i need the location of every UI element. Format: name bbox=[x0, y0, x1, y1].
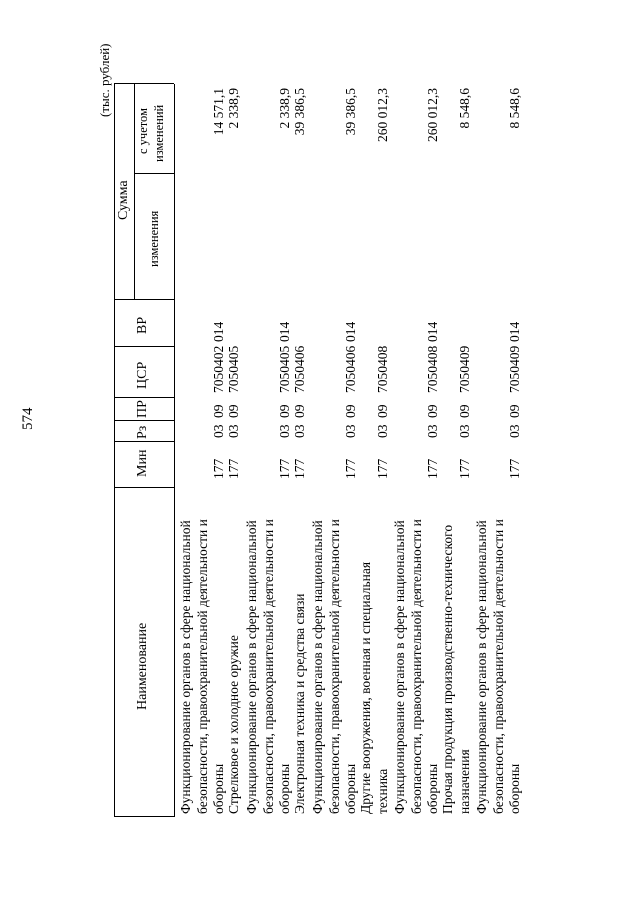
row-name-line: безопасности, правоохранительной деятельности и bbox=[490, 519, 506, 814]
row-csr: 7050406 bbox=[292, 345, 307, 393]
row-name-line: безопасности, правоохранительной деятельности и bbox=[326, 519, 342, 814]
row-pr: 09 bbox=[226, 404, 241, 418]
row-rz: 03 bbox=[211, 424, 226, 438]
units-label: (тыс. рублей) bbox=[97, 43, 112, 117]
row-rz: 03 bbox=[374, 424, 390, 438]
row-min: 177 bbox=[456, 458, 472, 479]
row-rz: 03 bbox=[277, 424, 292, 438]
row-name bbox=[310, 488, 360, 814]
row-total: 14 571,1 bbox=[211, 88, 226, 136]
row-total: 8 548,6 bbox=[456, 88, 472, 129]
row-pr: 09 bbox=[507, 404, 522, 418]
row-rz: 03 bbox=[343, 424, 358, 438]
row-min: 177 bbox=[292, 458, 307, 479]
header-with-changes-2: изменений bbox=[152, 104, 166, 162]
header-with-changes-1: с учетом bbox=[136, 108, 150, 154]
table-right-border bbox=[114, 83, 174, 84]
row-name-line: Электронная техника и средства связи bbox=[292, 593, 307, 814]
row-name-line: Прочая продукция производственно-технического bbox=[440, 524, 455, 814]
col-sep-vr bbox=[114, 299, 174, 300]
header-name: Наименование bbox=[135, 622, 150, 710]
row-csr: 7050405 bbox=[226, 345, 241, 393]
row-rz: 03 bbox=[507, 424, 522, 438]
sum-subheader-border bbox=[134, 84, 135, 300]
header-csr: ЦСР bbox=[135, 361, 150, 389]
row-total: 39 386,5 bbox=[343, 88, 358, 136]
row-name-line: безопасности, правоохранительной деятельности и bbox=[260, 519, 276, 814]
header-changes: изменения bbox=[147, 210, 161, 267]
row-name-line: назначения bbox=[456, 749, 472, 814]
row-vr: 014 bbox=[277, 321, 292, 342]
row-name bbox=[226, 488, 243, 814]
row-min: 177 bbox=[507, 458, 522, 479]
row-csr: 7050406 bbox=[343, 345, 358, 393]
row-name-line: безопасности, правоохранительной деятельности и bbox=[408, 519, 424, 814]
col-sep-rz bbox=[114, 420, 174, 421]
row-name bbox=[392, 488, 442, 814]
row-total: 260 012,3 bbox=[425, 88, 440, 142]
row-min: 177 bbox=[343, 458, 358, 479]
row-name-line: Функционирование органов в сфере национальной bbox=[310, 520, 325, 814]
row-csr: 7050402 bbox=[211, 345, 226, 393]
header-rz: Рз bbox=[135, 425, 150, 439]
row-name-line: Функционирование органов в сфере национальной bbox=[474, 520, 489, 814]
row-pr: 09 bbox=[425, 404, 440, 418]
row-min: 177 bbox=[374, 458, 390, 479]
row-name-line: техника bbox=[374, 768, 390, 814]
row-name-line: безопасности, правоохранительной деятельности и bbox=[194, 519, 210, 814]
row-pr: 09 bbox=[211, 404, 226, 418]
row-name-line: обороны bbox=[343, 763, 358, 814]
row-name-line: обороны bbox=[425, 763, 440, 814]
row-name bbox=[244, 488, 294, 814]
header-sum: Сумма bbox=[116, 180, 131, 220]
col-sep-pr bbox=[114, 397, 174, 398]
row-pr: 09 bbox=[374, 404, 390, 418]
row-min: 177 bbox=[277, 458, 292, 479]
row-name bbox=[440, 488, 473, 814]
row-rz: 03 bbox=[425, 424, 440, 438]
col-sep-min bbox=[114, 441, 174, 442]
row-rz: 03 bbox=[292, 424, 307, 438]
row-name-line: Другие вооружения, военная и специальная bbox=[358, 561, 373, 814]
col-sep-changes bbox=[134, 173, 174, 174]
row-csr: 7050409 bbox=[507, 345, 522, 393]
row-vr: 014 bbox=[425, 321, 440, 342]
row-csr: 7050405 bbox=[277, 345, 292, 393]
row-min: 177 bbox=[226, 458, 241, 479]
row-pr: 09 bbox=[343, 404, 358, 418]
header-bottom-border bbox=[174, 84, 175, 817]
header-pr: ПР bbox=[135, 400, 150, 418]
row-csr: 7050409 bbox=[456, 345, 472, 393]
row-name bbox=[178, 488, 228, 814]
row-min: 177 bbox=[211, 458, 226, 479]
table-top-border bbox=[114, 84, 115, 817]
row-name bbox=[474, 488, 524, 814]
row-total: 2 338,9 bbox=[277, 88, 292, 129]
row-name bbox=[292, 488, 309, 814]
row-name-line: Стрелковое и холодное оружие bbox=[226, 635, 241, 814]
row-vr: 014 bbox=[507, 321, 522, 342]
row-vr: 014 bbox=[343, 321, 358, 342]
row-total: 8 548,6 bbox=[507, 88, 522, 129]
row-pr: 09 bbox=[292, 404, 307, 418]
col-sep-name bbox=[114, 487, 174, 488]
row-pr: 09 bbox=[277, 404, 292, 418]
row-name-line: Функционирование органов в сфере национальной bbox=[244, 520, 259, 814]
row-csr: 7050408 bbox=[374, 345, 390, 393]
row-csr: 7050408 bbox=[425, 345, 440, 393]
row-pr: 09 bbox=[456, 404, 472, 418]
row-name-line: обороны bbox=[211, 763, 226, 814]
row-min: 177 bbox=[425, 458, 440, 479]
row-name-line: Функционирование органов в сфере национальной bbox=[392, 520, 407, 814]
row-name-line: обороны bbox=[277, 763, 292, 814]
row-name bbox=[358, 488, 391, 814]
header-vr: ВР bbox=[135, 316, 150, 334]
row-vr: 014 bbox=[211, 321, 226, 342]
row-total: 39 386,5 bbox=[292, 88, 307, 136]
row-total: 260 012,3 bbox=[374, 88, 390, 142]
row-name-line: обороны bbox=[507, 763, 522, 814]
row-rz: 03 bbox=[456, 424, 472, 438]
row-name-line: Функционирование органов в сфере национальной bbox=[178, 520, 193, 814]
row-total: 2 338,9 bbox=[226, 88, 241, 129]
header-min: Мин bbox=[135, 449, 150, 477]
row-rz: 03 bbox=[226, 424, 241, 438]
col-sep-csr bbox=[114, 346, 174, 347]
table-left-border bbox=[114, 816, 174, 817]
page-number: 574 bbox=[20, 407, 36, 430]
